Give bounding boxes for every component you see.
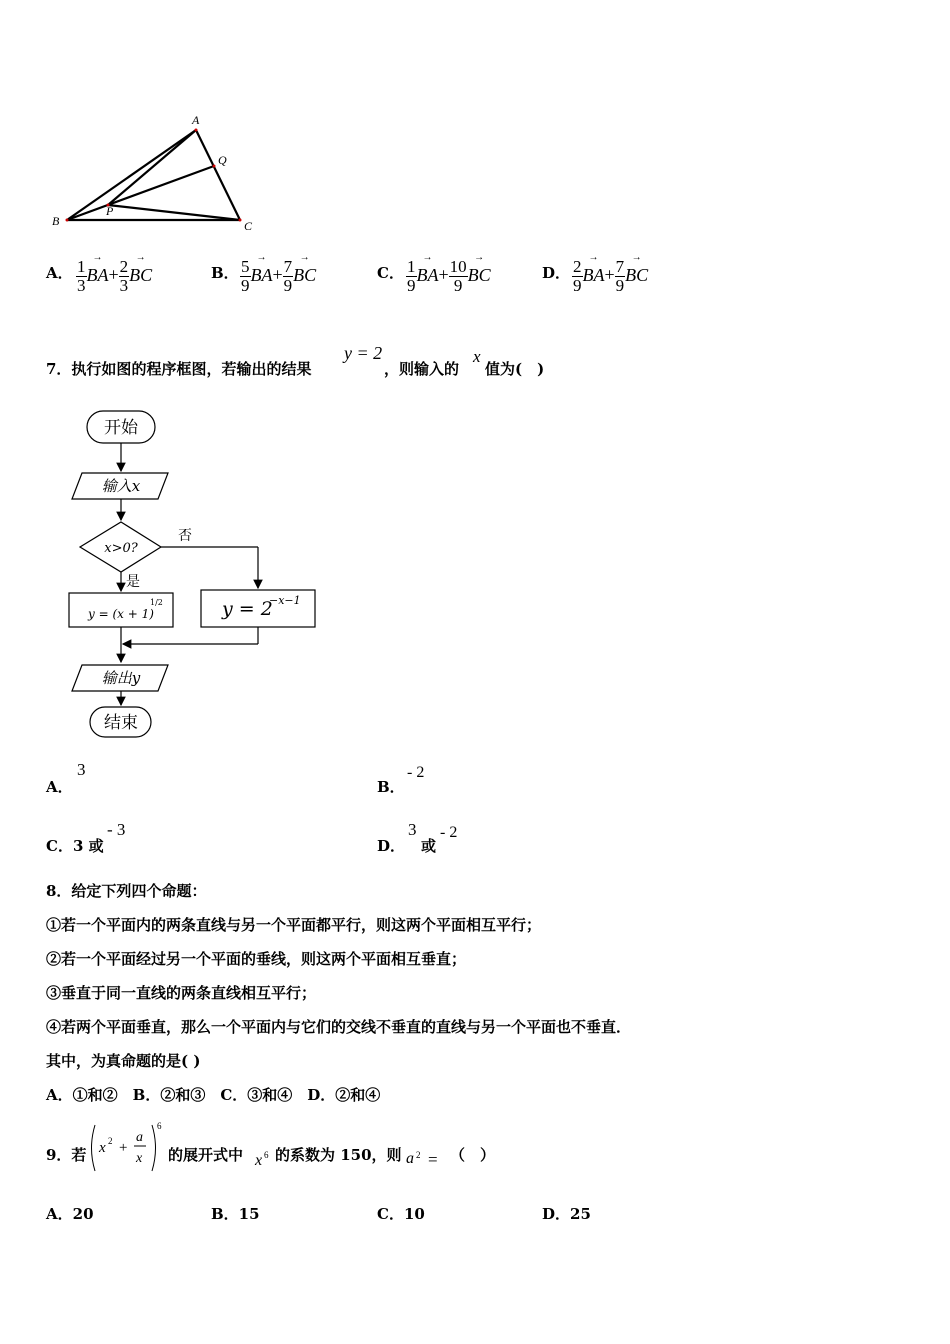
q8-prop-2: ②若一个平面经过另一个平面的垂线，则这两个平面相互垂直； bbox=[46, 950, 467, 968]
q9-plus: + bbox=[119, 1140, 128, 1156]
point-C bbox=[239, 219, 242, 222]
q6-option-d-expr: $\frac{2}{9}$ → BA+ $\frac{7}{9}$ → BC bbox=[572, 258, 648, 295]
flow-left-formula: y = (x + 1) bbox=[88, 607, 154, 621]
q9-paren: （ ） bbox=[450, 1146, 496, 1164]
q9-option-d[interactable]: D．25 bbox=[542, 1205, 591, 1223]
q7-option-b-value: - 2 bbox=[407, 764, 425, 781]
flow-input-text: 输入x bbox=[101, 477, 141, 495]
segment-AC bbox=[196, 130, 240, 220]
q7-y-equals: y = 2 bbox=[344, 343, 383, 363]
point-Q bbox=[213, 165, 216, 168]
q9-frac-num: a bbox=[136, 1130, 143, 1145]
q9-prefix: 9．若 bbox=[46, 1146, 87, 1164]
q7-option-c[interactable]: C．3 或 bbox=[46, 837, 104, 855]
q8-options[interactable]: A．①和② B．②和③ C．③和④ D．②和④ bbox=[46, 1086, 381, 1104]
q9-right-paren bbox=[152, 1125, 156, 1171]
q8-prop-1: ①若一个平面内的两条直线与另一个平面都平行，则这两个平面相互平行； bbox=[46, 916, 542, 934]
q9-option-a[interactable]: A．20 bbox=[46, 1205, 94, 1223]
q9-eq: = bbox=[428, 1150, 438, 1169]
q8-prop-4: ④若两个平面垂直，那么一个平面内与它们的交线不垂直的直线与另一个平面也不垂直． bbox=[46, 1018, 632, 1036]
label-A: A bbox=[192, 113, 200, 127]
segment-PA bbox=[108, 130, 196, 205]
flow-end-text: 结束 bbox=[104, 713, 138, 733]
point-B bbox=[66, 219, 69, 222]
q9-frac-den: x bbox=[136, 1151, 143, 1166]
segment-BQ bbox=[67, 166, 214, 220]
point-A bbox=[195, 129, 198, 132]
q7-stem-part2: ，则输入的 bbox=[384, 360, 460, 378]
label-B: B bbox=[52, 214, 60, 228]
q7-x-var: x bbox=[473, 347, 481, 366]
q8-question: 其中，为真命题的是( ) bbox=[46, 1052, 201, 1070]
q6-option-d[interactable]: D． bbox=[542, 264, 571, 282]
q7-option-c-value: - 3 bbox=[107, 820, 126, 839]
q7-option-d-mid: 或 bbox=[421, 837, 437, 855]
q7-stem-part1: 7．执行如图的程序框图，若输出的结果 bbox=[46, 360, 312, 378]
flow-right-formula: y = 2 bbox=[222, 598, 273, 620]
triangle-figure bbox=[40, 110, 280, 240]
q9-a2-exp: 2 bbox=[416, 1150, 421, 1160]
q8-prop-3: ③垂直于同一直线的两条直线相互平行； bbox=[46, 984, 317, 1002]
label-C: C bbox=[244, 219, 253, 233]
label-P: P bbox=[106, 204, 114, 218]
flowchart bbox=[60, 400, 330, 745]
q9-mid2: 的系数为 150，则 bbox=[275, 1146, 402, 1164]
q7-option-a[interactable]: A． bbox=[46, 778, 73, 796]
flow-right-exponent: −x−1 bbox=[269, 594, 301, 607]
q7-option-d-value-b: - 2 bbox=[440, 824, 458, 841]
q9-term1-exp: 2 bbox=[108, 1136, 113, 1146]
flow-left-exponent: 1/2 bbox=[150, 598, 163, 607]
q6-option-b[interactable]: B． bbox=[211, 264, 239, 282]
flow-start-text: 开始 bbox=[104, 418, 138, 438]
q9-paren-expression bbox=[86, 1120, 166, 1176]
segment-BA bbox=[67, 130, 196, 220]
q9-outer-exp: 6 bbox=[157, 1121, 162, 1131]
q9-left-paren bbox=[92, 1125, 96, 1171]
flow-yes-label: 是 bbox=[126, 574, 140, 590]
q6-option-a[interactable]: A． bbox=[46, 264, 73, 282]
q9-option-c[interactable]: C．10 bbox=[377, 1205, 425, 1223]
q9-x6: x bbox=[255, 1152, 263, 1169]
flow-no-label: 否 bbox=[178, 528, 192, 544]
q7-option-b[interactable]: B． bbox=[377, 778, 405, 796]
q7-option-d-value-a: 3 bbox=[408, 820, 417, 839]
flow-decision-text: x>0? bbox=[104, 541, 138, 556]
q6-option-a-expr: $\frac{1}{3}$ → BA+ $\frac{2}{3}$ → BC bbox=[76, 258, 152, 295]
q7-stem-part3: 值为( ) bbox=[485, 360, 545, 378]
q9-a2: a bbox=[406, 1150, 414, 1167]
q9-term1: x bbox=[99, 1140, 106, 1156]
q8-stem: 8．给定下列四个命题： bbox=[46, 882, 207, 900]
q6-option-c-expr: $\frac{1}{9}$ → BA+ $\frac{10}{9}$ → BC bbox=[406, 258, 491, 295]
q9-mid: 的展开式中 bbox=[168, 1146, 244, 1164]
q9-option-b[interactable]: B．15 bbox=[211, 1205, 260, 1223]
q9-x6-exp: 6 bbox=[264, 1150, 269, 1160]
q6-option-c[interactable]: C． bbox=[377, 264, 404, 282]
label-Q: Q bbox=[218, 153, 227, 167]
flow-output-text: 输出y bbox=[101, 669, 141, 687]
q6-option-b-expr: $\frac{5}{9}$ → BA+ $\frac{7}{9}$ → BC bbox=[240, 258, 316, 295]
segment-PC bbox=[108, 205, 240, 220]
q7-option-a-value: 3 bbox=[77, 760, 86, 779]
q7-option-d[interactable]: D． bbox=[377, 837, 406, 855]
